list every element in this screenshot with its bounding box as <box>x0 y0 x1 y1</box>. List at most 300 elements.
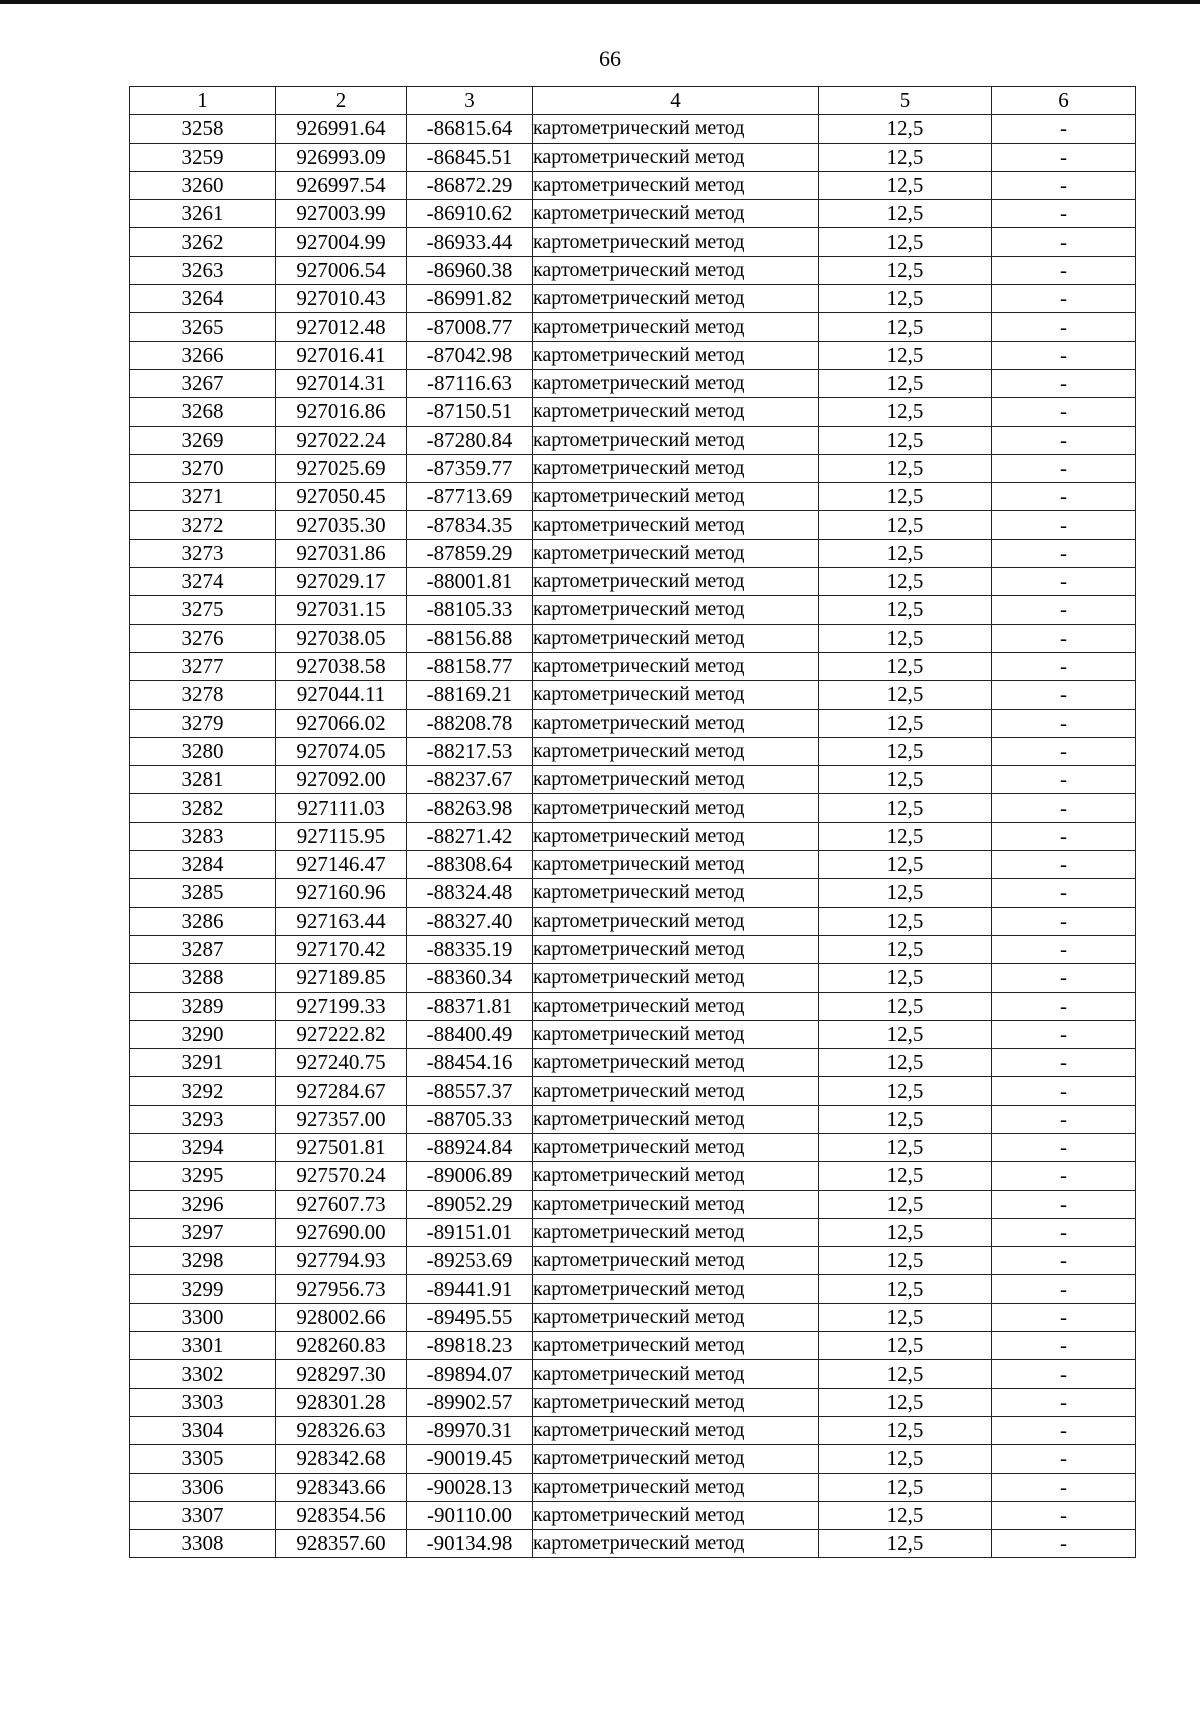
y-coordinate-cell: -88237.67 <box>407 766 533 794</box>
column-header-1: 1 <box>130 87 276 115</box>
table-row <box>130 851 1136 879</box>
y-coordinate-cell: -88217.53 <box>407 737 533 765</box>
table-row <box>130 1501 1136 1529</box>
accuracy-cell: 12,5 <box>819 285 992 313</box>
note-cell: - <box>992 1275 1136 1303</box>
point-number-cell: 3302 <box>130 1360 276 1388</box>
point-number-cell: 3293 <box>130 1105 276 1133</box>
y-coordinate-cell: -87116.63 <box>407 369 533 397</box>
note-cell: - <box>992 568 1136 596</box>
top-border-rule <box>0 0 1200 4</box>
note-cell: - <box>992 1388 1136 1416</box>
table-row <box>130 907 1136 935</box>
table-row <box>130 143 1136 171</box>
x-coordinate-cell: 927066.02 <box>276 709 407 737</box>
accuracy-cell: 12,5 <box>819 624 992 652</box>
point-number-cell: 3259 <box>130 143 276 171</box>
method-cell: картометрический метод <box>533 1332 819 1360</box>
table-row <box>130 624 1136 652</box>
method-cell: картометрический метод <box>533 1501 819 1529</box>
method-cell: картометрический метод <box>533 1360 819 1388</box>
accuracy-cell: 12,5 <box>819 1473 992 1501</box>
accuracy-cell: 12,5 <box>819 454 992 482</box>
point-number-cell: 3270 <box>130 454 276 482</box>
point-number-cell: 3282 <box>130 794 276 822</box>
y-coordinate-cell: -88400.49 <box>407 1020 533 1048</box>
y-coordinate-cell: -86991.82 <box>407 285 533 313</box>
y-coordinate-cell: -89006.89 <box>407 1162 533 1190</box>
table-row <box>130 1360 1136 1388</box>
accuracy-cell: 12,5 <box>819 1190 992 1218</box>
table-row <box>130 709 1136 737</box>
y-coordinate-cell: -86845.51 <box>407 143 533 171</box>
method-cell: картометрический метод <box>533 454 819 482</box>
accuracy-cell: 12,5 <box>819 1303 992 1331</box>
y-coordinate-cell: -89441.91 <box>407 1275 533 1303</box>
method-cell: картометрический метод <box>533 851 819 879</box>
point-number-cell: 3279 <box>130 709 276 737</box>
x-coordinate-cell: 927010.43 <box>276 285 407 313</box>
note-cell: - <box>992 1133 1136 1161</box>
x-coordinate-cell: 928357.60 <box>276 1530 407 1558</box>
table-row <box>130 1416 1136 1444</box>
x-coordinate-cell: 927038.58 <box>276 652 407 680</box>
accuracy-cell: 12,5 <box>819 228 992 256</box>
y-coordinate-cell: -89970.31 <box>407 1416 533 1444</box>
y-coordinate-cell: -86910.62 <box>407 200 533 228</box>
note-cell: - <box>992 1105 1136 1133</box>
x-coordinate-cell: 927146.47 <box>276 851 407 879</box>
x-coordinate-cell: 927222.82 <box>276 1020 407 1048</box>
table-row <box>130 1275 1136 1303</box>
accuracy-cell: 12,5 <box>819 709 992 737</box>
table-row <box>130 341 1136 369</box>
x-coordinate-cell: 928297.30 <box>276 1360 407 1388</box>
method-cell: картометрический метод <box>533 624 819 652</box>
point-number-cell: 3281 <box>130 766 276 794</box>
table-header <box>130 87 1136 115</box>
table-row <box>130 285 1136 313</box>
point-number-cell: 3301 <box>130 1332 276 1360</box>
method-cell: картометрический метод <box>533 398 819 426</box>
method-cell: картометрический метод <box>533 1303 819 1331</box>
table-row <box>130 1388 1136 1416</box>
y-coordinate-cell: -88324.48 <box>407 879 533 907</box>
x-coordinate-cell: 926993.09 <box>276 143 407 171</box>
method-cell: картометрический метод <box>533 1218 819 1246</box>
accuracy-cell: 12,5 <box>819 737 992 765</box>
accuracy-cell: 12,5 <box>819 851 992 879</box>
point-number-cell: 3288 <box>130 964 276 992</box>
x-coordinate-cell: 928354.56 <box>276 1501 407 1529</box>
point-number-cell: 3308 <box>130 1530 276 1558</box>
method-cell: картометрический метод <box>533 1190 819 1218</box>
accuracy-cell: 12,5 <box>819 1077 992 1105</box>
table-row <box>130 1530 1136 1558</box>
accuracy-cell: 12,5 <box>819 1133 992 1161</box>
point-number-cell: 3273 <box>130 539 276 567</box>
method-cell: картометрический метод <box>533 313 819 341</box>
method-cell: картометрический метод <box>533 992 819 1020</box>
table-row <box>130 483 1136 511</box>
x-coordinate-cell: 927111.03 <box>276 794 407 822</box>
note-cell: - <box>992 737 1136 765</box>
x-coordinate-cell: 927014.31 <box>276 369 407 397</box>
x-coordinate-cell: 927029.17 <box>276 568 407 596</box>
accuracy-cell: 12,5 <box>819 1218 992 1246</box>
table-row <box>130 1473 1136 1501</box>
point-number-cell: 3258 <box>130 115 276 143</box>
note-cell: - <box>992 483 1136 511</box>
accuracy-cell: 12,5 <box>819 1020 992 1048</box>
x-coordinate-cell: 927170.42 <box>276 935 407 963</box>
note-cell: - <box>992 1162 1136 1190</box>
method-cell: картометрический метод <box>533 1049 819 1077</box>
table-row <box>130 822 1136 850</box>
y-coordinate-cell: -90134.98 <box>407 1530 533 1558</box>
method-cell: картометрический метод <box>533 1133 819 1161</box>
x-coordinate-cell: 927012.48 <box>276 313 407 341</box>
y-coordinate-cell: -88105.33 <box>407 596 533 624</box>
point-number-cell: 3296 <box>130 1190 276 1218</box>
method-cell: картометрический метод <box>533 1247 819 1275</box>
x-coordinate-cell: 927199.33 <box>276 992 407 1020</box>
accuracy-cell: 12,5 <box>819 935 992 963</box>
x-coordinate-cell: 927004.99 <box>276 228 407 256</box>
note-cell: - <box>992 115 1136 143</box>
y-coordinate-cell: -87359.77 <box>407 454 533 482</box>
x-coordinate-cell: 927044.11 <box>276 681 407 709</box>
x-coordinate-cell: 927022.24 <box>276 426 407 454</box>
y-coordinate-cell: -86815.64 <box>407 115 533 143</box>
point-number-cell: 3267 <box>130 369 276 397</box>
point-number-cell: 3291 <box>130 1049 276 1077</box>
accuracy-cell: 12,5 <box>819 1445 992 1473</box>
coordinates-table <box>129 86 1136 1558</box>
table-row <box>130 539 1136 567</box>
table-row <box>130 171 1136 199</box>
x-coordinate-cell: 927501.81 <box>276 1133 407 1161</box>
column-header-6: 6 <box>992 87 1136 115</box>
y-coordinate-cell: -86933.44 <box>407 228 533 256</box>
y-coordinate-cell: -88208.78 <box>407 709 533 737</box>
accuracy-cell: 12,5 <box>819 596 992 624</box>
note-cell: - <box>992 1049 1136 1077</box>
point-number-cell: 3285 <box>130 879 276 907</box>
point-number-cell: 3268 <box>130 398 276 426</box>
point-number-cell: 3290 <box>130 1020 276 1048</box>
note-cell: - <box>992 1218 1136 1246</box>
note-cell: - <box>992 369 1136 397</box>
accuracy-cell: 12,5 <box>819 115 992 143</box>
accuracy-cell: 12,5 <box>819 313 992 341</box>
y-coordinate-cell: -88360.34 <box>407 964 533 992</box>
accuracy-cell: 12,5 <box>819 426 992 454</box>
method-cell: картометрический метод <box>533 256 819 284</box>
point-number-cell: 3263 <box>130 256 276 284</box>
accuracy-cell: 12,5 <box>819 652 992 680</box>
table-row <box>130 1332 1136 1360</box>
x-coordinate-cell: 927160.96 <box>276 879 407 907</box>
note-cell: - <box>992 454 1136 482</box>
y-coordinate-cell: -88371.81 <box>407 992 533 1020</box>
x-coordinate-cell: 927016.41 <box>276 341 407 369</box>
note-cell: - <box>992 1247 1136 1275</box>
table-row <box>130 1190 1136 1218</box>
method-cell: картометрический метод <box>533 737 819 765</box>
point-number-cell: 3287 <box>130 935 276 963</box>
note-cell: - <box>992 143 1136 171</box>
table-row <box>130 992 1136 1020</box>
method-cell: картометрический метод <box>533 1530 819 1558</box>
note-cell: - <box>992 426 1136 454</box>
y-coordinate-cell: -88924.84 <box>407 1133 533 1161</box>
accuracy-cell: 12,5 <box>819 1162 992 1190</box>
y-coordinate-cell: -87150.51 <box>407 398 533 426</box>
y-coordinate-cell: -89151.01 <box>407 1218 533 1246</box>
y-coordinate-cell: -88557.37 <box>407 1077 533 1105</box>
table-row <box>130 766 1136 794</box>
x-coordinate-cell: 927031.15 <box>276 596 407 624</box>
accuracy-cell: 12,5 <box>819 1388 992 1416</box>
point-number-cell: 3298 <box>130 1247 276 1275</box>
table-row <box>130 1162 1136 1190</box>
method-cell: картометрический метод <box>533 369 819 397</box>
x-coordinate-cell: 927016.86 <box>276 398 407 426</box>
table-row <box>130 511 1136 539</box>
y-coordinate-cell: -86872.29 <box>407 171 533 199</box>
note-cell: - <box>992 313 1136 341</box>
x-coordinate-cell: 927189.85 <box>276 964 407 992</box>
y-coordinate-cell: -88327.40 <box>407 907 533 935</box>
column-header-2: 2 <box>276 87 407 115</box>
x-coordinate-cell: 927607.73 <box>276 1190 407 1218</box>
x-coordinate-cell: 927956.73 <box>276 1275 407 1303</box>
table-row <box>130 369 1136 397</box>
x-coordinate-cell: 927357.00 <box>276 1105 407 1133</box>
note-cell: - <box>992 1303 1136 1331</box>
method-cell: картометрический метод <box>533 596 819 624</box>
table-row <box>130 200 1136 228</box>
y-coordinate-cell: -88308.64 <box>407 851 533 879</box>
point-number-cell: 3289 <box>130 992 276 1020</box>
method-cell: картометрический метод <box>533 709 819 737</box>
table-row <box>130 115 1136 143</box>
method-cell: картометрический метод <box>533 171 819 199</box>
note-cell: - <box>992 1501 1136 1529</box>
accuracy-cell: 12,5 <box>819 143 992 171</box>
method-cell: картометрический метод <box>533 879 819 907</box>
y-coordinate-cell: -89818.23 <box>407 1332 533 1360</box>
y-coordinate-cell: -86960.38 <box>407 256 533 284</box>
note-cell: - <box>992 596 1136 624</box>
method-cell: картометрический метод <box>533 426 819 454</box>
point-number-cell: 3269 <box>130 426 276 454</box>
point-number-cell: 3264 <box>130 285 276 313</box>
x-coordinate-cell: 927006.54 <box>276 256 407 284</box>
note-cell: - <box>992 200 1136 228</box>
table-row <box>130 568 1136 596</box>
point-number-cell: 3272 <box>130 511 276 539</box>
method-cell: картометрический метод <box>533 285 819 313</box>
y-coordinate-cell: -88001.81 <box>407 568 533 596</box>
table-row <box>130 935 1136 963</box>
note-cell: - <box>992 1077 1136 1105</box>
header-row <box>130 87 1136 115</box>
y-coordinate-cell: -90019.45 <box>407 1445 533 1473</box>
method-cell: картометрический метод <box>533 483 819 511</box>
y-coordinate-cell: -88156.88 <box>407 624 533 652</box>
note-cell: - <box>992 935 1136 963</box>
table-row <box>130 794 1136 822</box>
point-number-cell: 3283 <box>130 822 276 850</box>
table-row <box>130 964 1136 992</box>
note-cell: - <box>992 511 1136 539</box>
point-number-cell: 3271 <box>130 483 276 511</box>
method-cell: картометрический метод <box>533 935 819 963</box>
x-coordinate-cell: 927570.24 <box>276 1162 407 1190</box>
y-coordinate-cell: -88271.42 <box>407 822 533 850</box>
accuracy-cell: 12,5 <box>819 1360 992 1388</box>
table-body <box>130 115 1136 1558</box>
note-cell: - <box>992 228 1136 256</box>
accuracy-cell: 12,5 <box>819 1247 992 1275</box>
y-coordinate-cell: -87859.29 <box>407 539 533 567</box>
method-cell: картометрический метод <box>533 568 819 596</box>
method-cell: картометрический метод <box>533 652 819 680</box>
table-row <box>130 1077 1136 1105</box>
note-cell: - <box>992 794 1136 822</box>
table-row <box>130 1020 1136 1048</box>
note-cell: - <box>992 341 1136 369</box>
x-coordinate-cell: 927025.69 <box>276 454 407 482</box>
note-cell: - <box>992 624 1136 652</box>
x-coordinate-cell: 928343.66 <box>276 1473 407 1501</box>
note-cell: - <box>992 822 1136 850</box>
accuracy-cell: 12,5 <box>819 511 992 539</box>
point-number-cell: 3278 <box>130 681 276 709</box>
page-number: 66 <box>599 46 621 71</box>
point-number-cell: 3277 <box>130 652 276 680</box>
accuracy-cell: 12,5 <box>819 568 992 596</box>
y-coordinate-cell: -88263.98 <box>407 794 533 822</box>
accuracy-cell: 12,5 <box>819 766 992 794</box>
point-number-cell: 3276 <box>130 624 276 652</box>
table-row <box>130 313 1136 341</box>
x-coordinate-cell: 927163.44 <box>276 907 407 935</box>
x-coordinate-cell: 927240.75 <box>276 1049 407 1077</box>
y-coordinate-cell: -87042.98 <box>407 341 533 369</box>
accuracy-cell: 12,5 <box>819 398 992 426</box>
x-coordinate-cell: 928301.28 <box>276 1388 407 1416</box>
y-coordinate-cell: -88705.33 <box>407 1105 533 1133</box>
method-cell: картометрический метод <box>533 200 819 228</box>
point-number-cell: 3294 <box>130 1133 276 1161</box>
method-cell: картометрический метод <box>533 341 819 369</box>
x-coordinate-cell: 927794.93 <box>276 1247 407 1275</box>
table-row <box>130 737 1136 765</box>
method-cell: картометрический метод <box>533 1105 819 1133</box>
x-coordinate-cell: 928342.68 <box>276 1445 407 1473</box>
point-number-cell: 3303 <box>130 1388 276 1416</box>
note-cell: - <box>992 285 1136 313</box>
accuracy-cell: 12,5 <box>819 964 992 992</box>
table-row <box>130 454 1136 482</box>
method-cell: картометрический метод <box>533 794 819 822</box>
accuracy-cell: 12,5 <box>819 1332 992 1360</box>
note-cell: - <box>992 992 1136 1020</box>
note-cell: - <box>992 1190 1136 1218</box>
y-coordinate-cell: -88454.16 <box>407 1049 533 1077</box>
accuracy-cell: 12,5 <box>819 879 992 907</box>
accuracy-cell: 12,5 <box>819 200 992 228</box>
note-cell: - <box>992 1530 1136 1558</box>
note-cell: - <box>992 681 1136 709</box>
point-number-cell: 3260 <box>130 171 276 199</box>
column-header-5: 5 <box>819 87 992 115</box>
x-coordinate-cell: 927092.00 <box>276 766 407 794</box>
point-number-cell: 3262 <box>130 228 276 256</box>
note-cell: - <box>992 398 1136 426</box>
y-coordinate-cell: -89052.29 <box>407 1190 533 1218</box>
point-number-cell: 3305 <box>130 1445 276 1473</box>
y-coordinate-cell: -88335.19 <box>407 935 533 963</box>
note-cell: - <box>992 1473 1136 1501</box>
table-row <box>130 1049 1136 1077</box>
x-coordinate-cell: 928326.63 <box>276 1416 407 1444</box>
accuracy-cell: 12,5 <box>819 1105 992 1133</box>
x-coordinate-cell: 927690.00 <box>276 1218 407 1246</box>
table-row <box>130 1218 1136 1246</box>
method-cell: картометрический метод <box>533 228 819 256</box>
method-cell: картометрический метод <box>533 1473 819 1501</box>
x-coordinate-cell: 926997.54 <box>276 171 407 199</box>
x-coordinate-cell: 927035.30 <box>276 511 407 539</box>
point-number-cell: 3295 <box>130 1162 276 1190</box>
note-cell: - <box>992 256 1136 284</box>
y-coordinate-cell: -87280.84 <box>407 426 533 454</box>
method-cell: картометрический метод <box>533 1077 819 1105</box>
table-row <box>130 652 1136 680</box>
note-cell: - <box>992 1445 1136 1473</box>
x-coordinate-cell: 927074.05 <box>276 737 407 765</box>
point-number-cell: 3304 <box>130 1416 276 1444</box>
accuracy-cell: 12,5 <box>819 794 992 822</box>
table-row <box>130 1303 1136 1331</box>
y-coordinate-cell: -90110.00 <box>407 1501 533 1529</box>
accuracy-cell: 12,5 <box>819 369 992 397</box>
note-cell: - <box>992 964 1136 992</box>
accuracy-cell: 12,5 <box>819 341 992 369</box>
accuracy-cell: 12,5 <box>819 483 992 511</box>
table-row <box>130 879 1136 907</box>
note-cell: - <box>992 652 1136 680</box>
y-coordinate-cell: -87713.69 <box>407 483 533 511</box>
note-cell: - <box>992 709 1136 737</box>
point-number-cell: 3292 <box>130 1077 276 1105</box>
point-number-cell: 3300 <box>130 1303 276 1331</box>
accuracy-cell: 12,5 <box>819 1049 992 1077</box>
x-coordinate-cell: 928002.66 <box>276 1303 407 1331</box>
x-coordinate-cell: 927284.67 <box>276 1077 407 1105</box>
table-row <box>130 596 1136 624</box>
accuracy-cell: 12,5 <box>819 171 992 199</box>
column-header-3: 3 <box>407 87 533 115</box>
y-coordinate-cell: -89253.69 <box>407 1247 533 1275</box>
accuracy-cell: 12,5 <box>819 539 992 567</box>
table-row <box>130 681 1136 709</box>
table-row <box>130 1133 1136 1161</box>
